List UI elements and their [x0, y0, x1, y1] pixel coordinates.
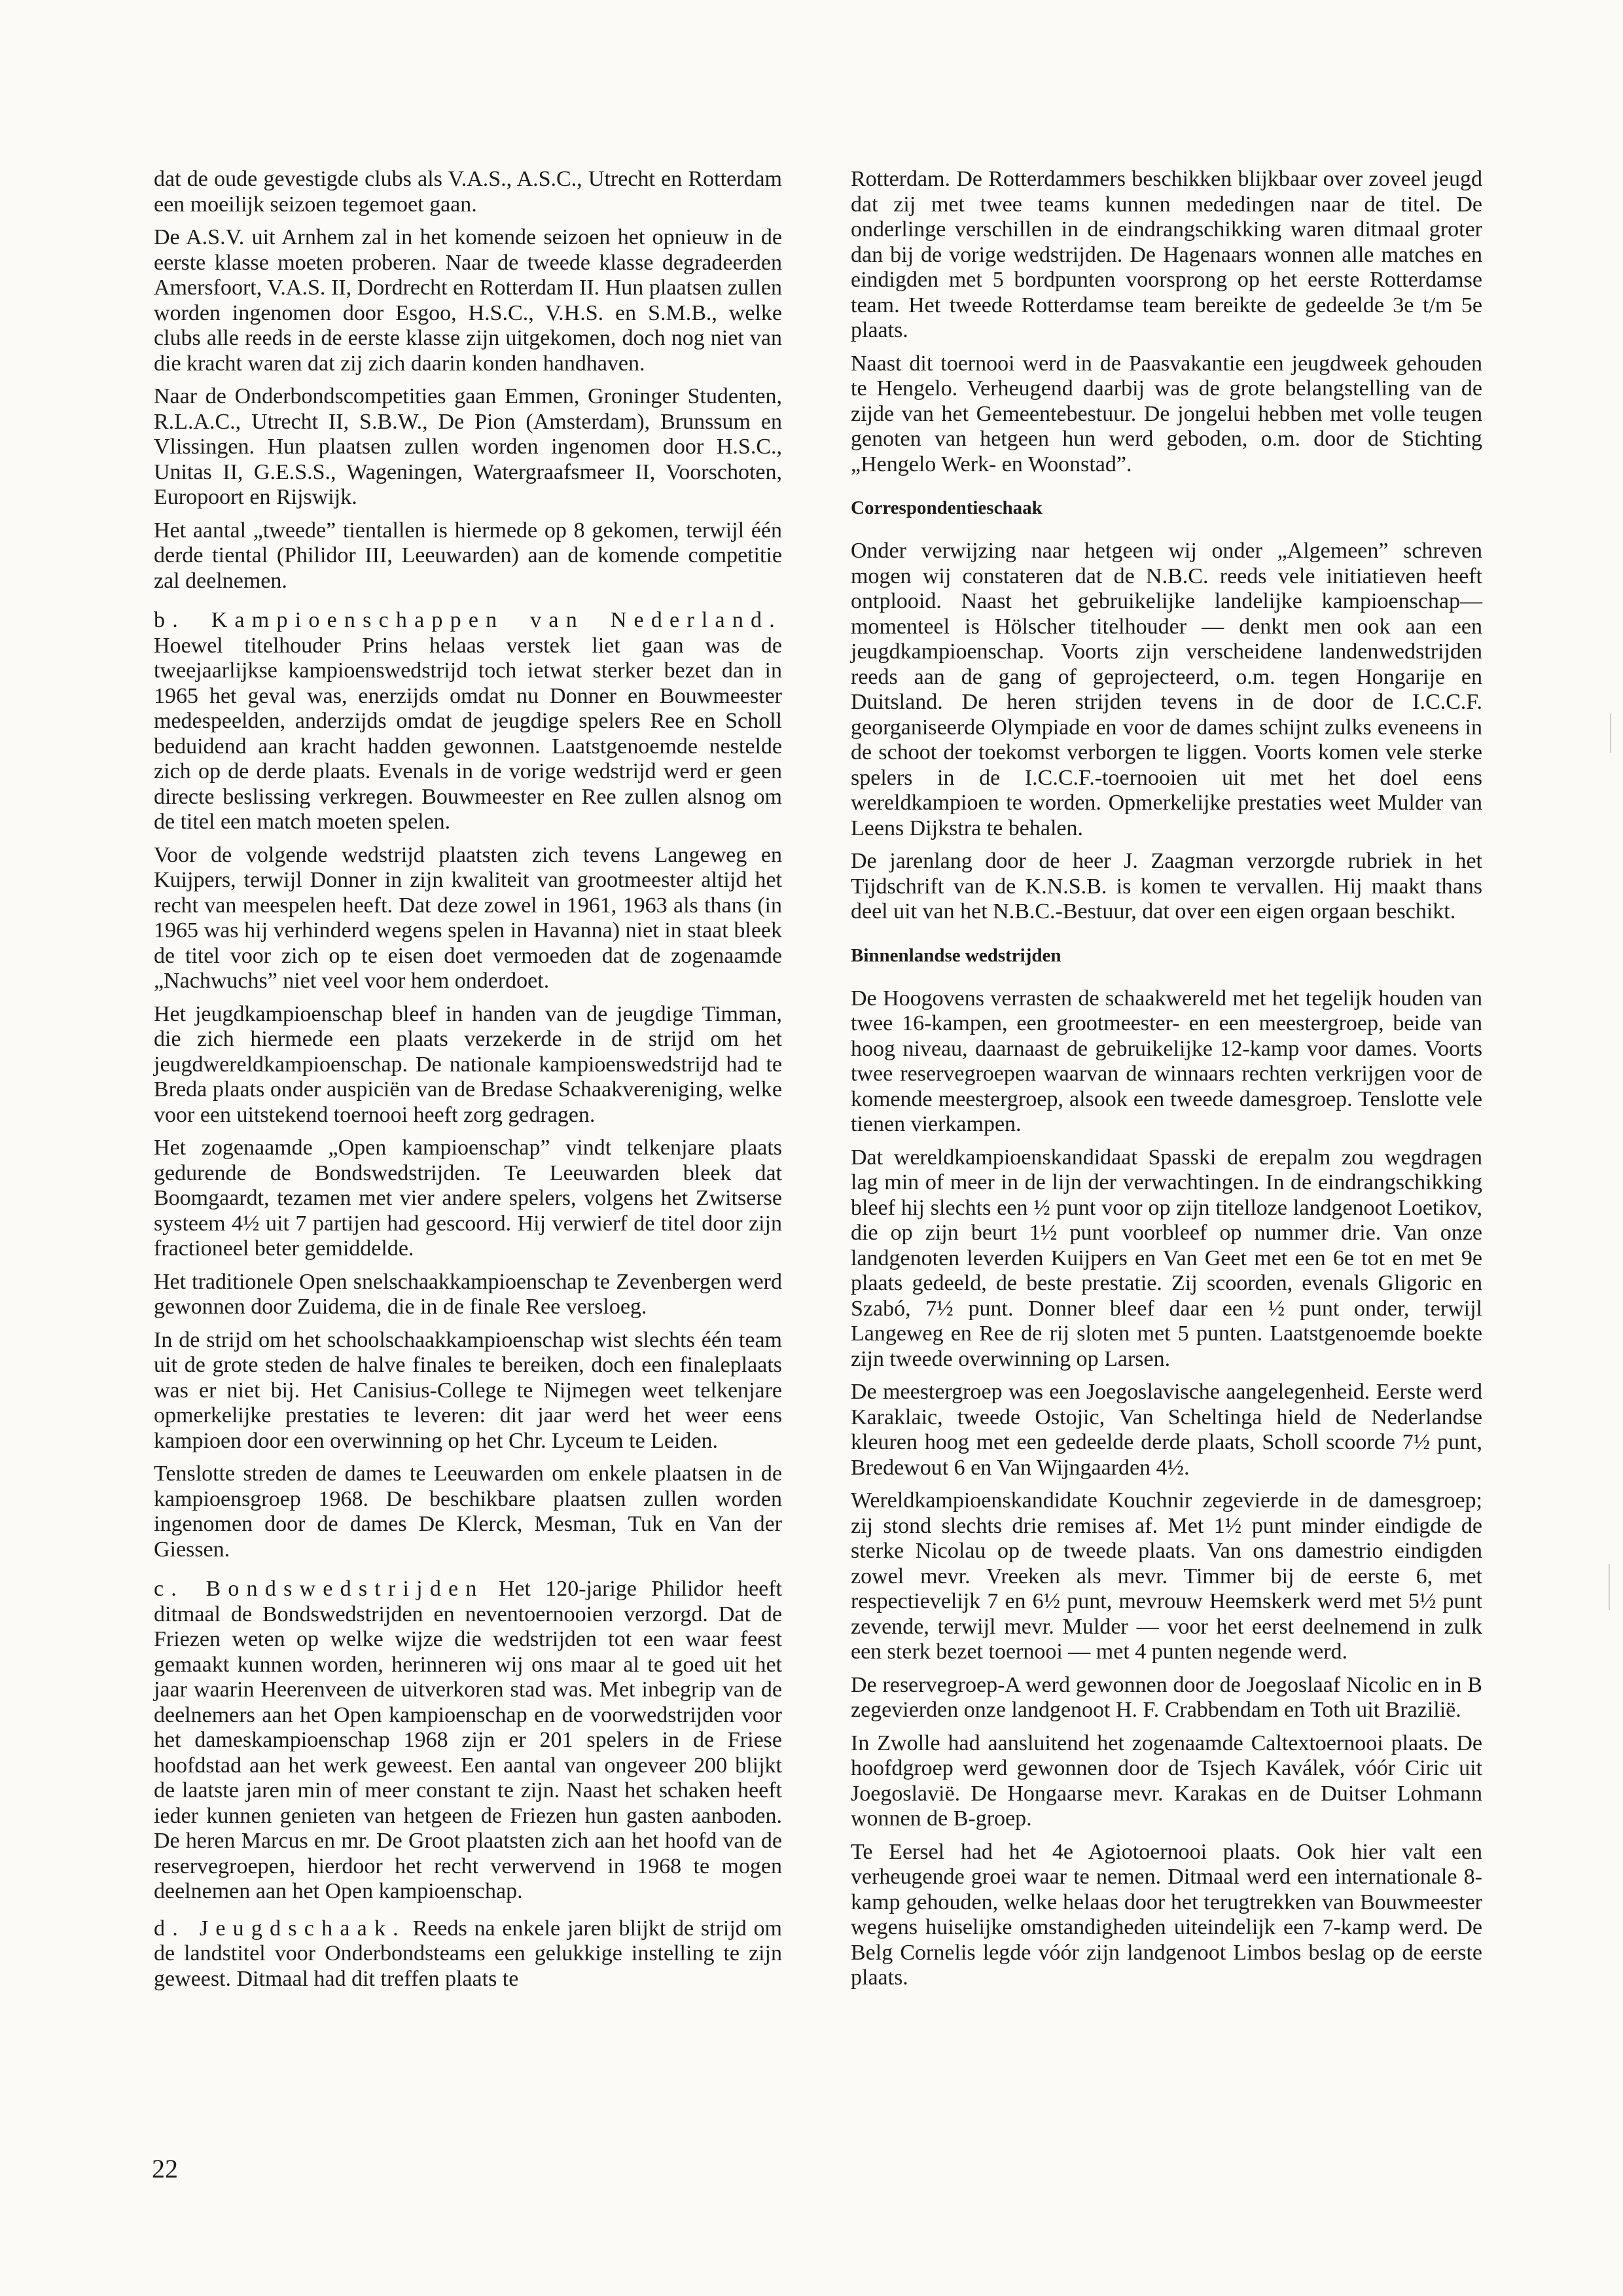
left-column: [154, 167, 782, 2000]
paragraph: Voor de volgende wedstrijd plaatsten zich tevens Langeweg en Kuijpers, terwijl Donner in zijn kwaliteit van grootmeester altijd het recht van meespelen heeft. Dat deze zowel in 1961, 1963 als thans (in 1965 was hij verhinderd wegens spelen in Havanna) niet in staat bleek de titel voor zich op te eisen doet vermoeden dat de zogenaamde „Nachwuchs” niet veel voor hem onderdoet.: [154, 842, 782, 993]
paragraph: Het jeugdkampioenschap bleef in handen van de jeugdige Timman, die zich hiermede een plaats verzekerde in de strijd om het jeugdwereldkampioenschap. De nationale kampioenswedstrijd had te Breda plaats onder auspiciën van de Bredase Schaakvereniging, welke voor een uitstekend toernooi heeft zorg gedragen.: [154, 1001, 782, 1127]
paragraph: De Hoogovens verrasten de schaakwereld met het tegelijk houden van twee 16-kampen, een grootmeester- en een meestergroep, beide van hoog niveau, daarnaast de gebruikelijke 12-kamp voor dames. Voorts twee reservegroepen waarvan de winnaars rechten verkrijgen voor de komende meestergroep, alsook een tweede damesgroep. Tenslotte vele tienen vierkampen.: [851, 986, 1482, 1136]
paragraph: Naast dit toernooi werd in de Paasvakantie een jeugdweek gehouden te Hengelo. Verheugend daarbij was de grote belangstelling van de zijde van het Gemeentebestuur. De jongelui hebben met volle teugen genoten van hetgeen hun werd geboden, o.m. door de Stichting „Hengelo Werk- en Woonstad”.: [851, 351, 1482, 476]
paragraph: De jarenlang door de heer J. Zaagman verzorgde rubriek in het Tijdschrift van de K.N.S.B. is komen te vervallen. Hij maakt thans deel uit van het N.B.C.-Bestuur, dat over een eigen orgaan beschikt.: [851, 849, 1482, 924]
paragraph: In Zwolle had aansluitend het zogenaamde Caltextoernooi plaats. De hoofdgroep werd gewonnen door de Tsjech Kaválek, vóór Ciric uit Joegoslavië. De Hongaarse mevr. Karakas en de Duitser Lohmann wonnen de B-groep.: [851, 1731, 1482, 1831]
paragraph-text: Het 120-jarige Philidor heeft ditmaal de Bondswedstrijden en neventoernooien verzorgd. Dat de Friezen weten op welke wijze die wedstrijden tot een waar feest gemaakt kunnen worden, herinneren wij ons maar al te goed uit het jaar waarin Heerenveen de uitverkoren stad was. Met inbegrip van de deelnemers aan het Open kampioenschap en de voorwedstrijden voor het dameskampioenschap 1968 zijn er 201 spelers in de Friese hoofdstad aan het werk geweest. Een aantal van ongeveer 200 blijkt de laatste jaren min of meer constant te zijn. Naast het schaken heeft ieder kunnen genieten van hetgeen de Friezen hun gasten aanboden. De heren Marcus en mr. De Groot plaatsten zich aan het hoofd van de reservegroepen, hierdoor het recht verwervend in 1968 te mogen deelnemen aan het Open kampioenschap.: [154, 1577, 782, 1903]
right-column: [851, 167, 1482, 1999]
scan-mark: [1610, 713, 1611, 753]
paragraph: Het aantal „tweede” tientallen is hiermede op 8 gekomen, terwijl één derde tiental (Philidor III, Leeuwarden) aan de komende competitie zal deelnemen.: [154, 518, 782, 593]
section-heading-bondswedstrijden: c. Bondswedstrijden: [154, 1577, 484, 1601]
scan-mark: [1609, 1564, 1610, 1610]
paragraph: [154, 1916, 782, 1992]
page-number: 22: [152, 2154, 178, 2183]
paragraph: Onder verwijzing naar hetgeen wij onder „Algemeen” schreven mogen wij constateren dat de N.B.C. reeds vele initiatieven heeft ontplooid. Naast het gebruikelijke landelijke kampioenschap— momenteel is Hölscher titelhouder — denkt men ook aan een jeugdkampioenschap. Voorts zijn verscheidene landenwedstrijden reeds aan de gang of geprojecteerd, o.m. tegen Hongarije en Duitsland. De heren strijden tevens in de door de I.C.C.F. georganiseerde Olympiade en voor de dames schijnt zulks eveneens in de schoot der toekomst verborgen te liggen. Voorts komen vele sterke spelers in de I.C.C.F.-toernooien uit met het doel eens wereldkampioen te worden. Opmerkelijke prestaties weet Mulder van Leens Dijkstra te behalen.: [851, 539, 1482, 840]
paragraph: [154, 1577, 782, 1905]
paragraph-text: Reeds na enkele jaren blijkt de strijd om de landstitel voor Onderbondsteams een gelukkige instelling te zijn geweest. Ditmaal had dit treffen plaats te: [154, 1916, 782, 1991]
paragraph: [154, 608, 782, 835]
paragraph: De A.S.V. uit Arnhem zal in het komende seizoen het opnieuw in de eerste klasse moeten proberen. Naar de tweede klasse degradeerden Amersfoort, V.A.S. II, Dordrecht en Rotterdam II. Hun plaatsen zullen worden ingenomen door Esgoo, H.S.C., V.H.S. en S.M.B., welke clubs alle reeds in de eerste klasse zijn uitgekomen, doch nog niet van die kracht waren dat zij zich daarin konden handhaven.: [154, 225, 782, 376]
paragraph: In de strijd om het schoolschaakkampioenschap wist slechts één team uit de grote steden de halve finales te bereiken, doch een finaleplaats was er niet bij. Het Canisius-College te Nijmegen weet telkenjare opmerkelijke prestaties te leveren: dit jaar werd het weer eens kampioen door een overwinning op het Chr. Lyceum te Leiden.: [154, 1327, 782, 1453]
paragraph: De meestergroep was een Joegoslavische aangelegenheid. Eerste werd Karaklaic, tweede Ostojic, Van Scheltinga hield de Nederlandse kleuren hoog met een gedeelde derde plaats, Scholl scoorde 7½ punt, Bredewout 6 en Van Wijngaarden 4½.: [851, 1380, 1482, 1480]
paragraph: Het traditionele Open snelschaakkampioenschap te Zevenbergen werd gewonnen door Zuidema, die in de finale Ree versloeg.: [154, 1269, 782, 1319]
paragraph-text: Hoewel titelhouder Prins helaas verstek liet gaan was de tweejaarlijkse kampioenswedstrijd toch ietwat sterker bezet dan in 1965 het geval was, enerzijds omdat nu Donner en Bouwmeester medespeelden, anderzijds omdat de jeugdige spelers Ree en Scholl beduidend aan kracht hadden gewonnen. Laatstgenoemde nestelde zich op de derde plaats. Evenals in de vorige wedstrijd werd er geen directe beslissing verkregen. Bouwmeester en Ree zullen alsnog om de titel een match moeten spelen.: [154, 633, 782, 834]
paragraph: Het zogenaamde „Open kampioenschap” vindt telkenjare plaats gedurende de Bondswedstrijden. Te Leeuwarden bleek dat Boomgaardt, tezamen met vier andere spelers, volgens het Zwitserse systeem 4½ uit 7 partijen had gescoord. Hij verwierf de titel door zijn fractioneel beter gemiddelde.: [154, 1136, 782, 1261]
section-heading-kampioenschappen: b. Kampioenschappen van Nederland.: [154, 608, 782, 632]
paragraph: Wereldkampioenskandidate Kouchnir zegevierde in de damesgroep; zij stond slechts drie remises af. Met 1½ punt minder eindigde de sterke Nicolau op de tweede plaats. Van ons damestrio eindigden zowel mevr. Vreeken als mevr. Timmer bij de eerste 6, met respectievelijk 7 en 6½ punt, mevrouw Heemskerk werd met 5½ punt zevende, terwijl mevr. Mulder — voor het eerst deelnemend in zulk een sterk bezet toernooi — met 4 punten negende werd.: [851, 1488, 1482, 1664]
paragraph: Naar de Onderbondscompetities gaan Emmen, Groninger Studenten, R.L.A.C., Utrecht II, S.B.W., De Pion (Amsterdam), Brunssum en Vlissingen. Hun plaatsen zullen worden ingenomen door H.S.C., Unitas II, G.E.S.S., Wageningen, Watergraafsmeer II, Voorschoten, Europoort en Rijswijk.: [154, 384, 782, 509]
section-heading-jeugdschaak: d. Jeugdschaak.: [154, 1916, 406, 1941]
paragraph: Dat wereldkampioenskandidaat Spasski de erepalm zou wegdragen lag min of meer in de lijn der verwachtingen. In de eindrangschikking bleef hij slechts een ½ punt voor op zijn titelloze landgenoot Loetikov, die op zijn beurt 1½ punt voorbleef op nummer drie. Van onze landgenoten leverden Kuijpers en Van Geet met een 6e tot en met 9e plaats gedeeld, de beste prestatie. Zij scoorden, evenals Gligoric en Szabó, 7½ punt. Donner bleef daar een ½ punt onder, terwijl Langeweg en Ree de rij sloten met 5 punten. Laatstgenoemde boekte zijn tweede overwinning op Larsen.: [851, 1145, 1482, 1371]
paragraph: Tenslotte streden de dames te Leeuwarden om enkele plaatsen in de kampioensgroep 1968. De beschikbare plaatsen zullen worden ingenomen door de dames De Klerck, Mesman, Tuk en Van der Giessen.: [154, 1462, 782, 1562]
paragraph: De reservegroep-A werd gewonnen door de Joegoslaaf Nicolic en in B zegevierden onze landgenoot H. F. Crabbendam en Toth uit Brazilië.: [851, 1672, 1482, 1722]
section-heading-binnenlandse-wedstrijden: Binnenlandse wedstrijden: [851, 944, 1061, 966]
paragraph: dat de oude gevestigde clubs als V.A.S., A.S.C., Utrecht en Rotterdam een moeilijk seizoen tegemoet gaan.: [154, 167, 782, 217]
paragraph: Rotterdam. De Rotterdammers beschikken blijkbaar over zoveel jeugd dat zij met twee teams kunnen mededingen naar de titel. De onderlinge verschillen in de eindrangschikking waren ditmaal groter dan bij de vorige wedstrijden. De Hagenaars wonnen alle matches en eindigden met 5 bordpunten voorsprong op het eerste Rotterdamse team. Het tweede Rotterdamse team bereikte de gedeelde 3e t/m 5e plaats.: [851, 167, 1482, 342]
paragraph: Te Eersel had het 4e Agiotoernooi plaats. Ook hier valt een verheugende groei waar te nemen. Ditmaal werd een internationale 8-kamp gehouden, welke helaas door het terugtrekken van Bouwmeester wegens huiselijke omstandigheden uiteindelijk een 7-kamp werd. De Belg Cornelis legde vóór zijn landgenoot Limbos beslag op de eerste plaats.: [851, 1839, 1482, 1990]
section-heading-correspondentieschaak: Correspondentieschaak: [851, 497, 1043, 518]
